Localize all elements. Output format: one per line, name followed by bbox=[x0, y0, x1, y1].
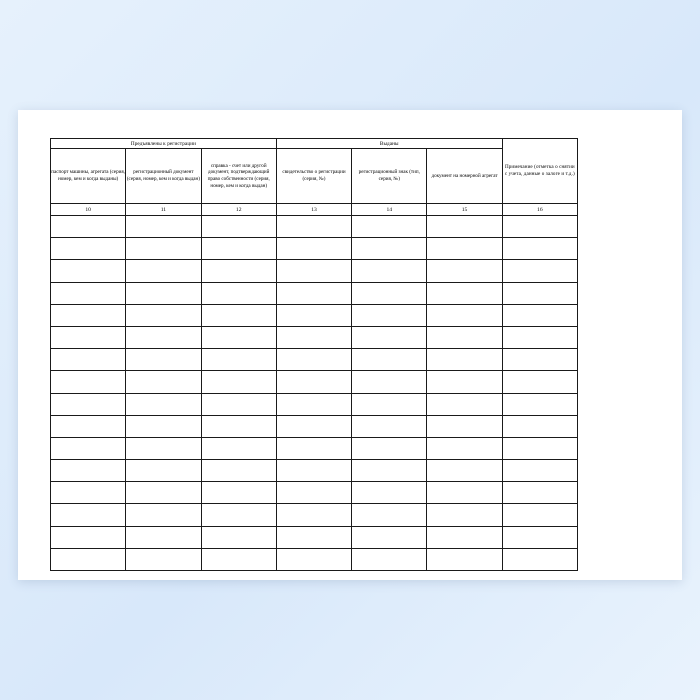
table-cell[interactable] bbox=[276, 282, 351, 304]
table-cell[interactable] bbox=[51, 526, 126, 548]
table-body bbox=[51, 139, 578, 216]
table-cell[interactable] bbox=[126, 371, 201, 393]
table-cell[interactable] bbox=[276, 304, 351, 326]
table-row[interactable] bbox=[51, 282, 578, 304]
table-cell[interactable] bbox=[502, 482, 577, 504]
table-row[interactable] bbox=[51, 482, 578, 504]
table-cell[interactable] bbox=[352, 548, 427, 570]
table-cell[interactable] bbox=[502, 415, 577, 437]
table-cell[interactable] bbox=[502, 349, 577, 371]
table-row[interactable] bbox=[51, 326, 578, 348]
table-cell[interactable] bbox=[201, 504, 276, 526]
table-cell[interactable] bbox=[352, 260, 427, 282]
table-cell[interactable] bbox=[352, 393, 427, 415]
table-cell[interactable] bbox=[201, 437, 276, 459]
table-row[interactable] bbox=[51, 415, 578, 437]
table-cell[interactable] bbox=[427, 260, 502, 282]
table-row[interactable] bbox=[51, 238, 578, 260]
table-cell[interactable] bbox=[502, 548, 577, 570]
table-cell[interactable] bbox=[126, 260, 201, 282]
table-cell[interactable] bbox=[126, 526, 201, 548]
table-cell[interactable] bbox=[201, 393, 276, 415]
table-cell[interactable] bbox=[276, 548, 351, 570]
table-cell[interactable] bbox=[427, 349, 502, 371]
document-page bbox=[18, 110, 682, 580]
table-cell[interactable] bbox=[427, 326, 502, 348]
table-cell[interactable] bbox=[276, 526, 351, 548]
column-number-15: 15 bbox=[427, 204, 502, 216]
table-cell[interactable] bbox=[51, 393, 126, 415]
table-cell[interactable] bbox=[427, 526, 502, 548]
table-cell[interactable] bbox=[427, 482, 502, 504]
table-cell[interactable] bbox=[352, 526, 427, 548]
table-row[interactable] bbox=[51, 437, 578, 459]
table-cell[interactable] bbox=[427, 548, 502, 570]
table-row[interactable] bbox=[51, 260, 578, 282]
table-cell[interactable] bbox=[201, 326, 276, 348]
table-cell[interactable] bbox=[276, 238, 351, 260]
table-cell[interactable] bbox=[51, 260, 126, 282]
table-cell[interactable] bbox=[126, 460, 201, 482]
table-cell[interactable] bbox=[427, 238, 502, 260]
table-cell[interactable] bbox=[352, 415, 427, 437]
table-row[interactable] bbox=[51, 349, 578, 371]
table-cell[interactable] bbox=[352, 437, 427, 459]
table-row[interactable] bbox=[51, 304, 578, 326]
table-cell[interactable] bbox=[502, 304, 577, 326]
table-cell[interactable] bbox=[201, 260, 276, 282]
table-cell[interactable] bbox=[427, 415, 502, 437]
column-header-12: справка - счет или другой документ, подтверждающий право собственности (серия, номер, кем и когда выдан) bbox=[201, 149, 276, 204]
table-cell[interactable] bbox=[126, 482, 201, 504]
group-header-row bbox=[51, 139, 578, 149]
table-cell[interactable] bbox=[352, 304, 427, 326]
column-number-16: 16 bbox=[502, 204, 577, 216]
table-cell[interactable] bbox=[126, 216, 201, 238]
table-cell[interactable] bbox=[126, 393, 201, 415]
table-cell[interactable] bbox=[502, 460, 577, 482]
column-header-11: регистрационный документ (серия, номер, кем и когда выдан) bbox=[126, 149, 201, 204]
table-cell[interactable] bbox=[352, 326, 427, 348]
table-cell[interactable] bbox=[51, 349, 126, 371]
table-cell[interactable] bbox=[427, 371, 502, 393]
table-cell[interactable] bbox=[51, 371, 126, 393]
table-cell[interactable] bbox=[427, 393, 502, 415]
table-cell[interactable] bbox=[201, 415, 276, 437]
table-cell[interactable] bbox=[126, 437, 201, 459]
table-cell[interactable] bbox=[427, 460, 502, 482]
table-cell[interactable] bbox=[126, 304, 201, 326]
table-row[interactable] bbox=[51, 216, 578, 238]
column-number-row bbox=[51, 204, 578, 216]
table-cell[interactable] bbox=[276, 349, 351, 371]
table-cell[interactable] bbox=[276, 216, 351, 238]
table-cell[interactable] bbox=[276, 482, 351, 504]
column-header-13: свидетельство о регистрации (серия, №) bbox=[276, 149, 351, 204]
table-cell[interactable] bbox=[51, 482, 126, 504]
table-cell[interactable] bbox=[201, 282, 276, 304]
column-number-14: 14 bbox=[352, 204, 427, 216]
table-cell[interactable] bbox=[502, 437, 577, 459]
table-cell[interactable] bbox=[126, 504, 201, 526]
table-cell[interactable] bbox=[502, 216, 577, 238]
table-cell[interactable] bbox=[276, 371, 351, 393]
table-cell[interactable] bbox=[427, 304, 502, 326]
table-data-rows bbox=[51, 216, 578, 571]
table-cell[interactable] bbox=[352, 349, 427, 371]
table-cell[interactable] bbox=[126, 349, 201, 371]
table-cell[interactable] bbox=[126, 548, 201, 570]
table-cell[interactable] bbox=[126, 326, 201, 348]
table-cell[interactable] bbox=[51, 238, 126, 260]
table-row[interactable] bbox=[51, 393, 578, 415]
table-row[interactable] bbox=[51, 460, 578, 482]
table-cell[interactable] bbox=[502, 371, 577, 393]
table-cell[interactable] bbox=[201, 482, 276, 504]
table-row[interactable] bbox=[51, 526, 578, 548]
table-cell[interactable] bbox=[201, 526, 276, 548]
table-cell[interactable] bbox=[201, 548, 276, 570]
column-header-16: Примечание (отметка о снятии с учета, данные о залоге и т.д.) bbox=[502, 139, 577, 204]
column-header-10: паспорт машины, агрегата (серия, номер, кем и когда выданы) bbox=[51, 149, 126, 204]
table-cell[interactable] bbox=[276, 393, 351, 415]
table-cell[interactable] bbox=[51, 282, 126, 304]
table-cell[interactable] bbox=[276, 460, 351, 482]
table-cell[interactable] bbox=[51, 216, 126, 238]
table-cell[interactable] bbox=[201, 460, 276, 482]
table-cell[interactable] bbox=[126, 238, 201, 260]
table-cell[interactable] bbox=[51, 326, 126, 348]
table-cell[interactable] bbox=[51, 460, 126, 482]
table-cell[interactable] bbox=[276, 415, 351, 437]
table-cell[interactable] bbox=[126, 282, 201, 304]
table-cell[interactable] bbox=[201, 349, 276, 371]
table-cell[interactable] bbox=[427, 437, 502, 459]
column-header-row bbox=[51, 149, 578, 204]
column-number-10: 10 bbox=[51, 204, 126, 216]
table-cell[interactable] bbox=[352, 460, 427, 482]
table-cell[interactable] bbox=[51, 437, 126, 459]
table-cell[interactable] bbox=[276, 504, 351, 526]
registration-table bbox=[50, 138, 578, 571]
table-cell[interactable] bbox=[51, 504, 126, 526]
table-cell[interactable] bbox=[51, 548, 126, 570]
table-cell[interactable] bbox=[126, 415, 201, 437]
table-cell[interactable] bbox=[502, 526, 577, 548]
table-cell[interactable] bbox=[51, 415, 126, 437]
column-number-12: 12 bbox=[201, 204, 276, 216]
table-cell[interactable] bbox=[427, 216, 502, 238]
table-cell[interactable] bbox=[427, 282, 502, 304]
column-number-13: 13 bbox=[276, 204, 351, 216]
group-header-issued: Выданы bbox=[276, 139, 502, 149]
registration-table-container bbox=[50, 138, 578, 571]
column-number-11: 11 bbox=[126, 204, 201, 216]
column-header-15: документ на номерной агрегат bbox=[427, 149, 502, 204]
table-cell[interactable] bbox=[51, 304, 126, 326]
table-cell[interactable] bbox=[276, 437, 351, 459]
table-cell[interactable] bbox=[201, 371, 276, 393]
table-row[interactable] bbox=[51, 504, 578, 526]
table-cell[interactable] bbox=[502, 238, 577, 260]
table-cell[interactable] bbox=[502, 260, 577, 282]
table-cell[interactable] bbox=[502, 393, 577, 415]
table-cell[interactable] bbox=[502, 282, 577, 304]
table-cell[interactable] bbox=[201, 216, 276, 238]
table-cell[interactable] bbox=[352, 238, 427, 260]
table-cell[interactable] bbox=[352, 482, 427, 504]
table-row[interactable] bbox=[51, 371, 578, 393]
column-header-14: регистрационный знак (тип, серия, №) bbox=[352, 149, 427, 204]
table-cell[interactable] bbox=[502, 504, 577, 526]
table-cell[interactable] bbox=[352, 371, 427, 393]
table-cell[interactable] bbox=[352, 504, 427, 526]
table-cell[interactable] bbox=[352, 282, 427, 304]
table-cell[interactable] bbox=[276, 326, 351, 348]
table-cell[interactable] bbox=[427, 504, 502, 526]
table-cell[interactable] bbox=[502, 326, 577, 348]
table-cell[interactable] bbox=[201, 304, 276, 326]
table-cell[interactable] bbox=[352, 216, 427, 238]
table-cell[interactable] bbox=[201, 238, 276, 260]
table-cell[interactable] bbox=[276, 260, 351, 282]
table-row[interactable] bbox=[51, 548, 578, 570]
group-header-presented: Предъявлены к регистрации bbox=[51, 139, 277, 149]
